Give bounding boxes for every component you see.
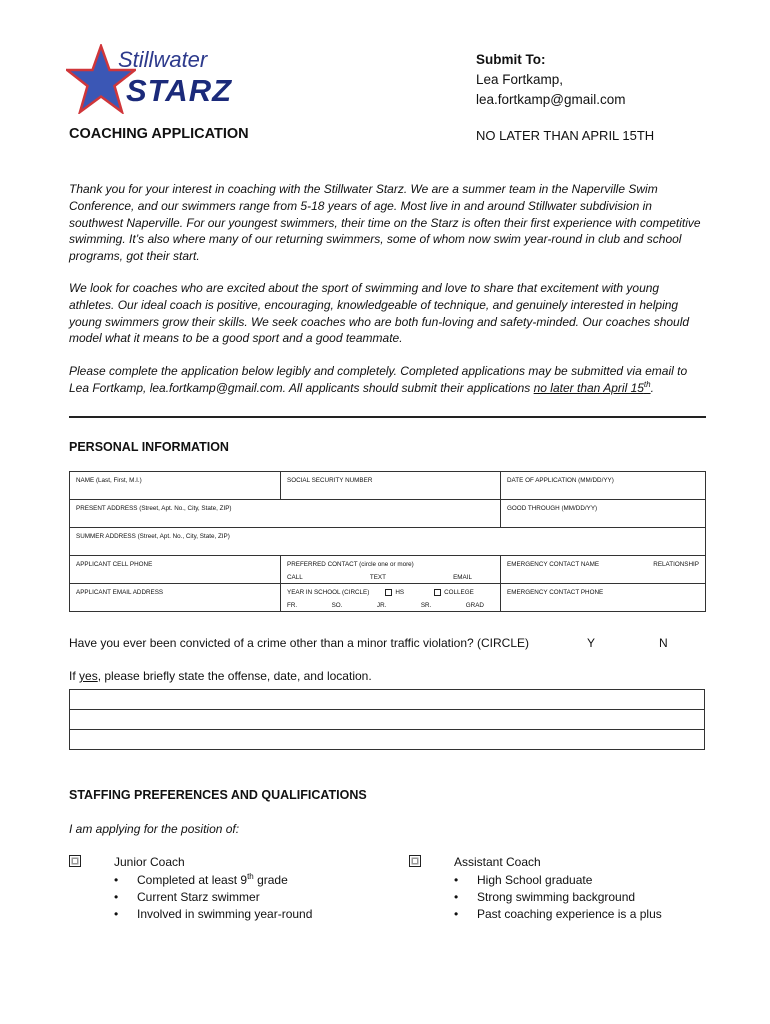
field-good-through[interactable]	[501, 500, 706, 528]
submit-to-email: lea.fortkamp@gmail.com	[476, 92, 626, 107]
list-item: • Current Starz swimmer	[114, 889, 312, 906]
pref-text[interactable]: TEXT	[369, 574, 386, 581]
label-year: YEAR IN SCHOOL (CIRCLE)	[287, 589, 370, 596]
junior-b1-post: grade	[253, 873, 288, 887]
staffing-heading: STAFFING PREFERENCES AND QUALIFICATIONS	[69, 788, 367, 802]
offense-line-2[interactable]	[70, 710, 705, 730]
personal-info-heading: PERSONAL INFORMATION	[69, 440, 229, 454]
year-fr[interactable]: FR.	[287, 602, 298, 609]
p3-deadline-text: no later than April 15	[533, 380, 644, 395]
label-preferred: PREFERRED CONTACT (circle one or more)	[287, 561, 414, 568]
field-name[interactable]	[70, 472, 281, 500]
year-sr[interactable]: SR.	[420, 602, 432, 609]
field-date[interactable]	[501, 472, 706, 500]
conviction-no[interactable]: N	[659, 636, 668, 650]
label-emergency-name: EMERGENCY CONTACT NAME	[507, 561, 600, 568]
p3-deadline	[534, 381, 651, 395]
page-title: COACHING APPLICATION	[69, 126, 249, 142]
logo-word-starz: STARZ	[126, 73, 233, 108]
offense-line-3[interactable]	[70, 730, 705, 750]
field-year-in-school[interactable]	[281, 584, 501, 612]
intro-paragraph-3	[69, 363, 701, 397]
junior-coach-title: Junior Coach	[114, 855, 185, 869]
label-summer-address: SUMMER ADDRESS (Street, Apt. No., City, State, ZIP)	[76, 533, 230, 540]
field-email[interactable]	[70, 584, 281, 612]
p3-text: Please complete the application below legibly and completely. Completed applications may be submitted via email to Lea Fortkamp, lea.fortkamp@gmail.com. All applicants should submit their applications	[69, 364, 688, 395]
personal-info-table	[69, 471, 706, 612]
label-relationship: RELATIONSHIP	[653, 561, 699, 568]
list-item	[114, 872, 312, 889]
field-emergency-phone[interactable]	[501, 584, 706, 612]
conviction-yes[interactable]: Y	[587, 636, 596, 650]
label-emergency-phone: EMERGENCY CONTACT PHONE	[507, 589, 604, 596]
divider	[69, 416, 706, 418]
ifyes-rest: , please briefly state the offense, date, and location.	[97, 669, 372, 683]
college-checkbox[interactable]	[434, 589, 441, 596]
ifyes-word: yes	[79, 669, 98, 683]
offense-line-1[interactable]	[70, 690, 705, 710]
label-name: NAME (Last, First, M.I.)	[76, 477, 142, 484]
assistant-coach-title: Assistant Coach	[454, 855, 541, 869]
field-emergency-name[interactable]	[501, 556, 706, 584]
pref-email[interactable]: EMAIL	[453, 574, 472, 581]
label-date: DATE OF APPLICATION (MM/DD/YY)	[507, 477, 614, 484]
hs-checkbox[interactable]	[385, 589, 392, 596]
p3-deadline-sup: th	[643, 379, 651, 389]
year-so[interactable]: SO.	[331, 602, 343, 609]
junior-coach-checkbox[interactable]	[69, 855, 81, 867]
intro-paragraph-1: Thank you for your interest in coaching with the Stillwater Starz. We are a summer team in the Naperville Swim Conference, and our swimmers range from 5-18 years of age. Most live in and around Stillwater subdivision in southwest Naperville. For our youngest swimmers, their time on the Starz is often their first experience with competitive swimming. It’s also where many of our returning swimmers, some of whom now swim year-round in club and school programs, got their start.	[69, 182, 701, 264]
list-item: • Past coaching experience is a plus	[454, 906, 662, 923]
label-cell: APPLICANT CELL PHONE	[76, 561, 153, 568]
year-jr[interactable]: JR.	[376, 602, 387, 609]
list-item: • Strong swimming background	[454, 889, 662, 906]
field-preferred-contact[interactable]	[281, 556, 501, 584]
intro-paragraph-2: We look for coaches who are excited about the sport of swimming and love to share that excitement with young athletes. Our ideal coach is positive, encouraging, knowledgeable of technique, and genuinely interested in helping young swimmers grow their skills. We seek coaches who are both fun-loving and safety-minded. Our coaches should model what it means to be a good sport and a good teammate.	[69, 281, 690, 346]
junior-b1-pre: Completed at least 9	[137, 873, 248, 887]
submit-to-title: Submit To:	[476, 52, 546, 67]
junior-b1-sup: th	[247, 872, 254, 881]
logo-word-stillwater: Stillwater	[118, 47, 208, 72]
label-present-address: PRESENT ADDRESS (Street, Apt. No., City, State, ZIP)	[76, 505, 232, 512]
deadline-notice: NO LATER THAN APRIL 15TH	[476, 128, 655, 143]
offense-details-table	[69, 689, 705, 750]
label-hs: HS	[395, 589, 405, 596]
label-good-through: GOOD THROUGH (MM/DD/YY)	[507, 505, 598, 512]
conviction-question: Have you ever been convicted of a crime other than a minor traffic violation? (CIRCLE)	[69, 636, 529, 650]
pref-call[interactable]: CALL	[287, 574, 303, 581]
ifyes-lead: If	[69, 669, 80, 683]
assistant-coach-requirements	[454, 872, 662, 923]
label-ssn: SOCIAL SECURITY NUMBER	[287, 477, 373, 484]
list-item: • Involved in swimming year-round	[114, 906, 312, 923]
list-item: • High School graduate	[454, 872, 662, 889]
junior-coach-requirements	[114, 872, 312, 923]
label-email: APPLICANT EMAIL ADDRESS	[76, 589, 164, 596]
field-cell-phone[interactable]	[70, 556, 281, 584]
submit-to-name: Lea Fortkamp,	[476, 72, 564, 87]
year-grad[interactable]: GRAD	[465, 602, 484, 609]
p3-end: .	[650, 380, 654, 395]
field-present-address[interactable]	[70, 500, 501, 528]
label-college: COLLEGE	[444, 589, 474, 596]
logo	[66, 44, 233, 114]
field-summer-address[interactable]	[70, 528, 706, 556]
if-yes-prompt	[69, 669, 372, 683]
field-ssn[interactable]	[281, 472, 501, 500]
submit-to-block	[476, 50, 626, 110]
position-label: I am applying for the position of:	[69, 822, 240, 836]
assistant-coach-checkbox[interactable]	[409, 855, 421, 867]
